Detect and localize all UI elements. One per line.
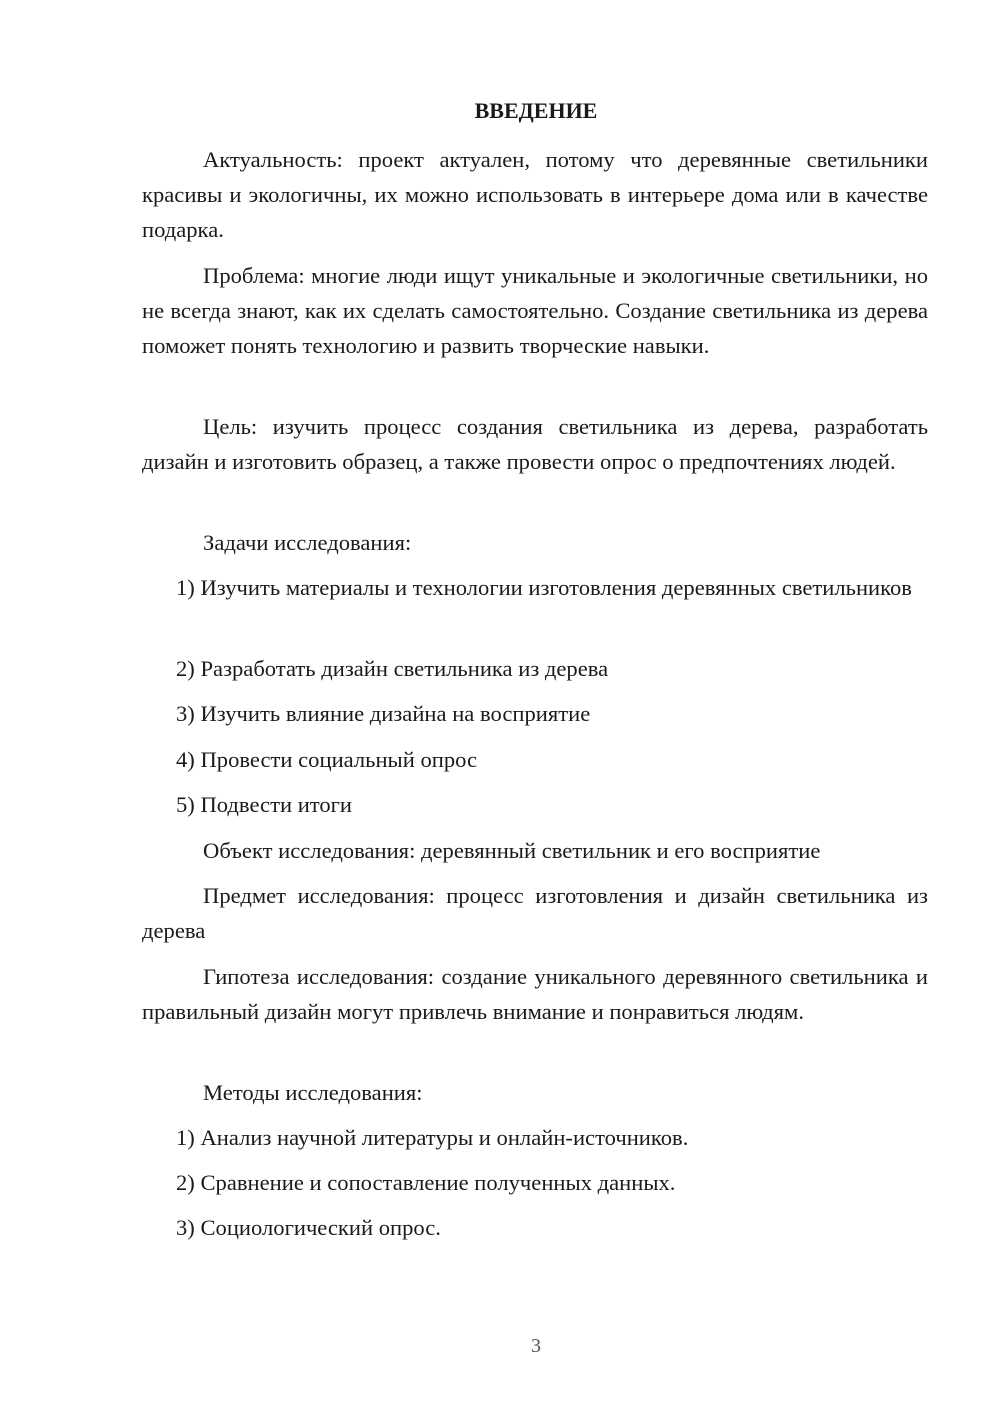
page-number: 3 xyxy=(531,1335,541,1357)
task-item-2: 2) Разработать дизайн светильника из дерева xyxy=(176,656,609,681)
paragraph-object: Объект исследования: деревянный светильник и его восприятие xyxy=(203,838,821,863)
method-item-3: 3) Социологический опрос. xyxy=(176,1215,441,1240)
task-item-5: 5) Подвести итоги xyxy=(176,792,353,817)
task-item-4: 4) Провести социальный опрос xyxy=(176,747,478,772)
paragraph-problem: Проблема: многие люди ищут уникальные и экологичные светильники, но не всегда знают, как их сделать самостоятельно. Создание светильника из дерева поможет понять технологию и развить творческие навыки. xyxy=(142,263,928,358)
task-item-1: 1) Изучить материалы и технологии изготовления деревянных светильников xyxy=(176,575,912,600)
methods-label: Методы исследования: xyxy=(203,1080,423,1105)
task-item-3: 3) Изучить влияние дизайна на восприятие xyxy=(176,701,591,726)
paragraph-hypothesis: Гипотеза исследования: создание уникального деревянного светильника и правильный дизайн могут привлечь внимание и понравиться людям. xyxy=(142,964,928,1024)
method-item-2: 2) Сравнение и сопоставление полученных данных. xyxy=(176,1170,676,1195)
paragraph-relevance: Актуальность: проект актуален, потому что деревянные светильники красивы и экологичны, их можно использовать в интерьере дома или в качестве подарка. xyxy=(142,147,928,242)
tasks-label: Задачи исследования: xyxy=(203,530,412,555)
paragraph-subject: Предмет исследования: процесс изготовления и дизайн светильника из дерева xyxy=(142,883,928,943)
section-heading: ВВЕДЕНИЕ xyxy=(474,98,598,123)
paragraph-goal: Цель: изучить процесс создания светильника из дерева, разработать дизайн и изготовить образец, а также провести опрос о предпочтениях людей. xyxy=(142,414,928,474)
method-item-1: 1) Анализ научной литературы и онлайн-источников. xyxy=(176,1125,689,1150)
